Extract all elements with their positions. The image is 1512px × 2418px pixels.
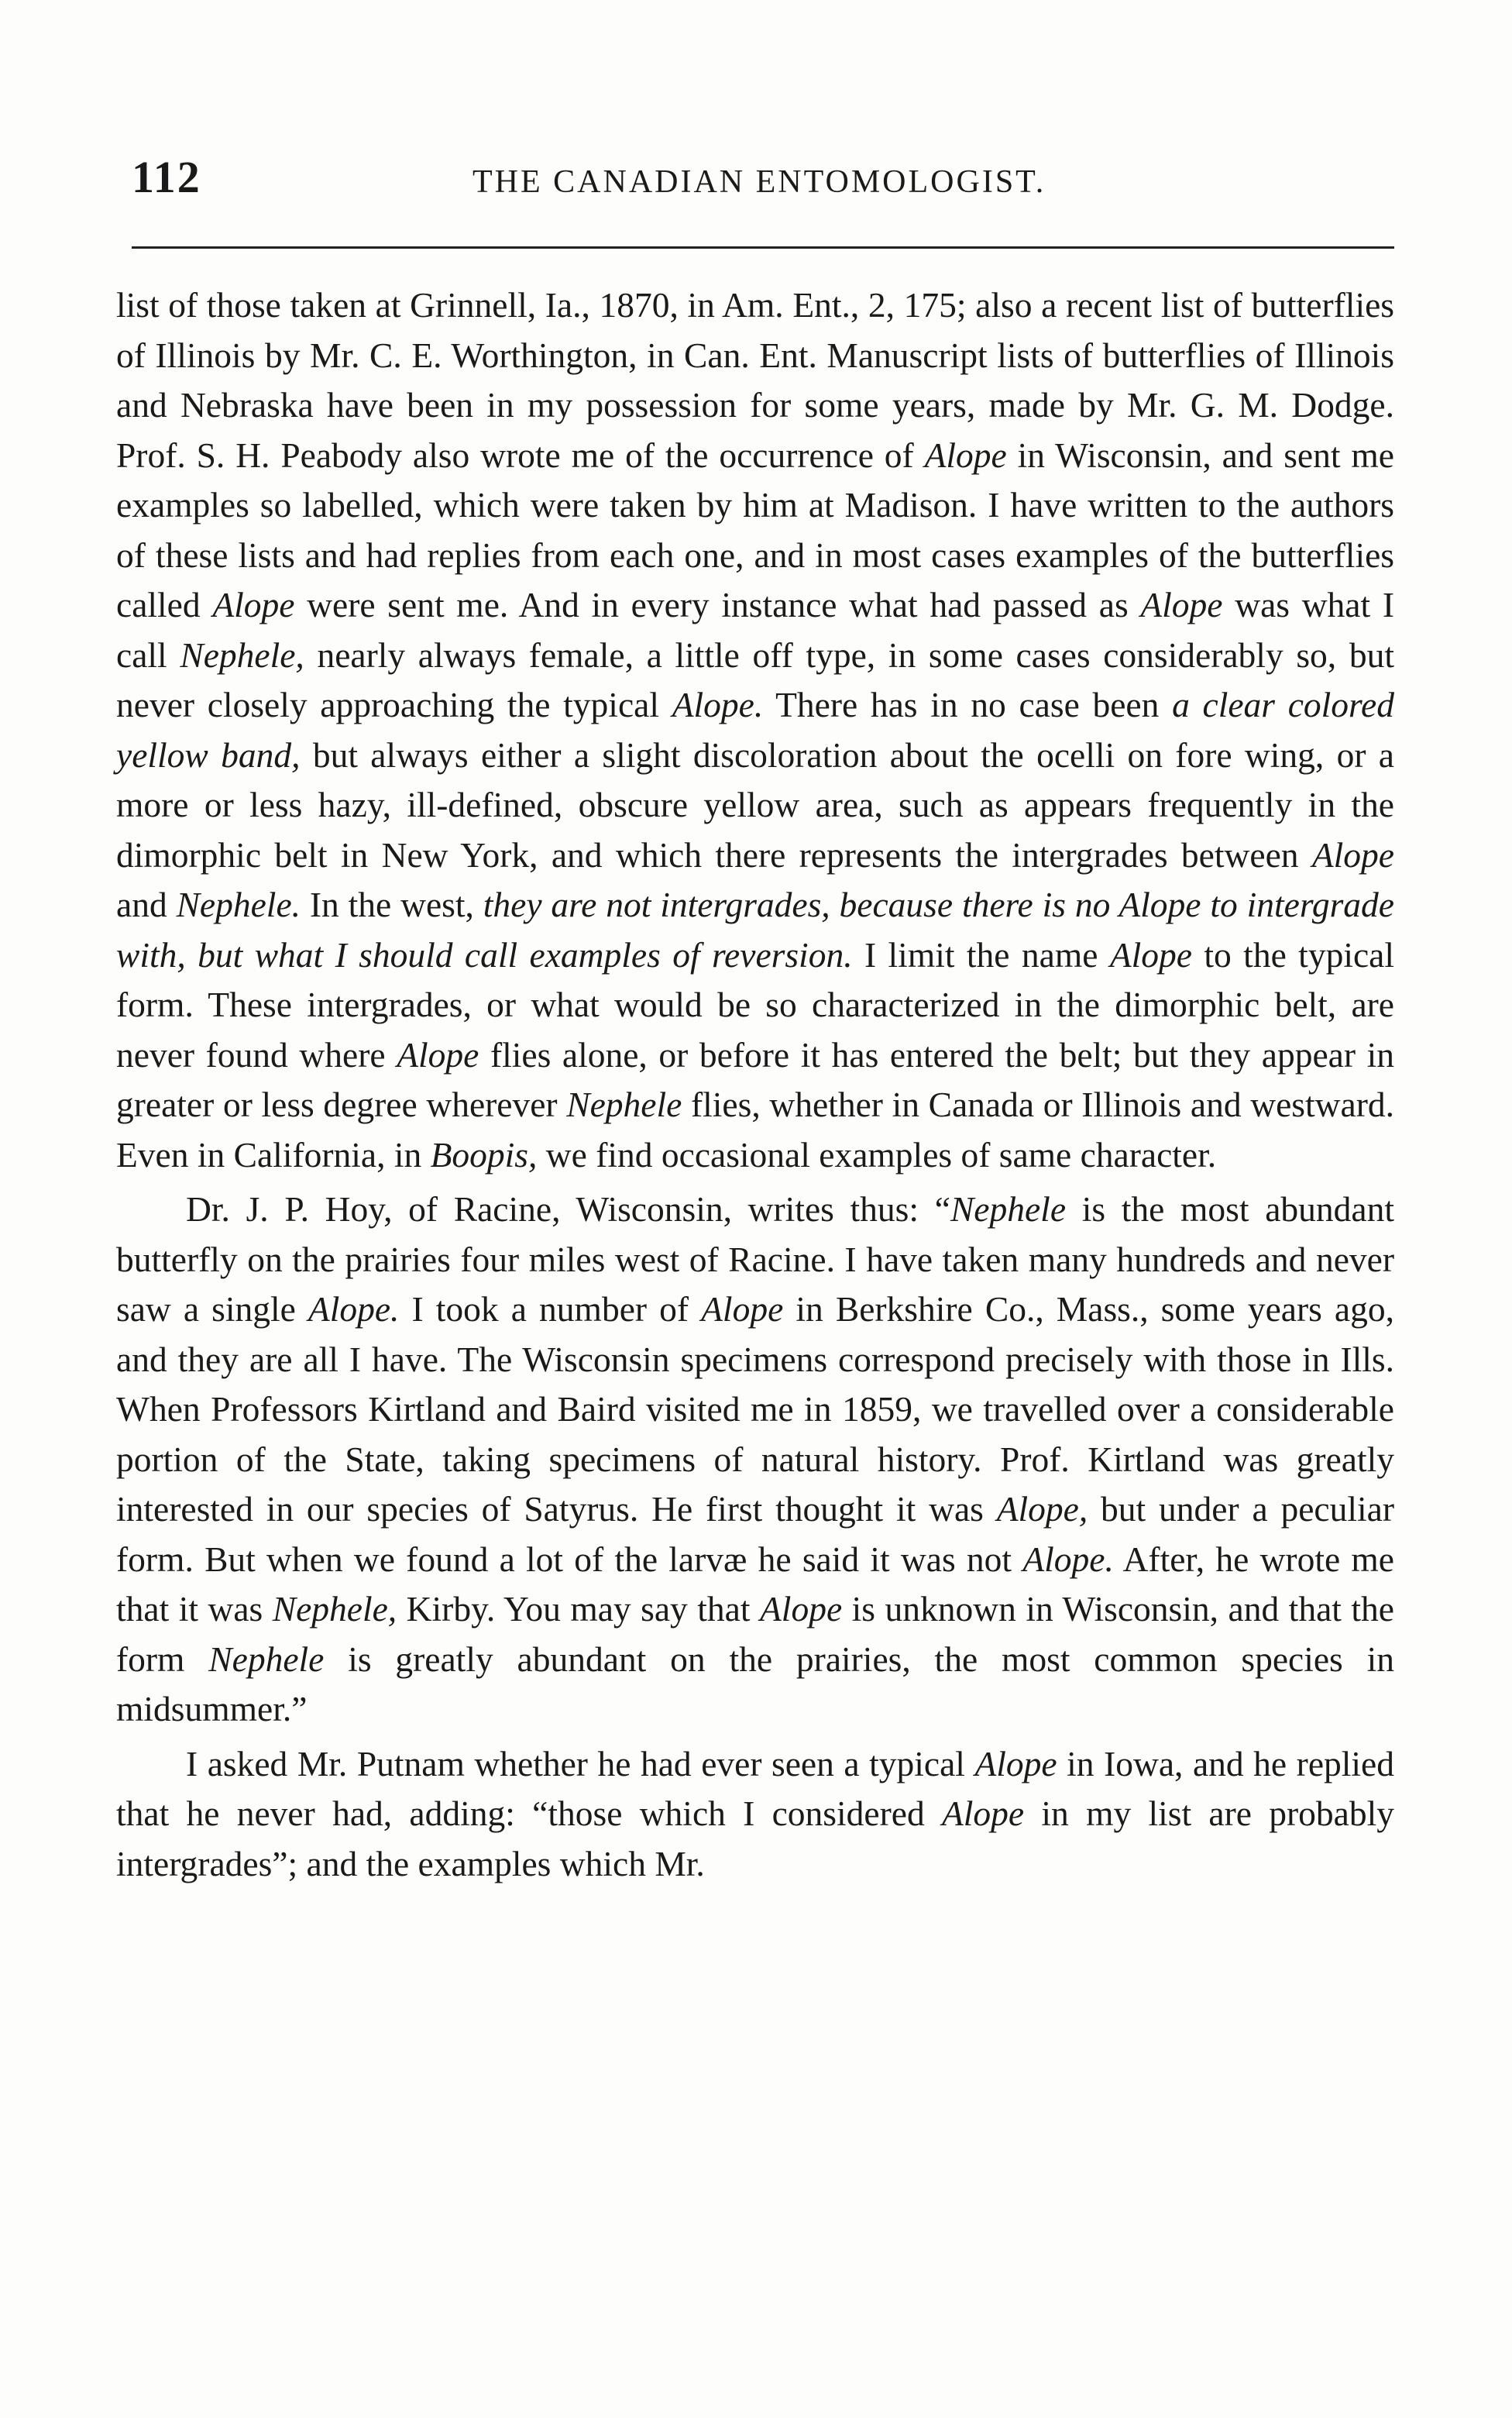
text-run: were sent me. And in every instance what had passed as	[294, 585, 1141, 624]
italic-text: Alope	[1109, 934, 1192, 975]
italic-text: Nephele.	[176, 885, 301, 924]
text-run: nearly always female, a little off type, in some cases considerably so, but never closely approaching the typical	[116, 635, 1394, 724]
page-header	[116, 151, 1394, 213]
text-run: After, he wrote me that it was	[116, 1539, 1395, 1629]
text-run: in Berkshire Co., Mass., some years ago, and they are all I have. The Wisconsin specimens correspond precisely with those in Ills. When Professors Kirtland and Baird visited me in 1859, we travelled over a considerable portion of the State, taking specimens of natural history. Prof. Kirtland was greatly interested in our species of Satyrus. He first thought it was	[116, 1289, 1394, 1529]
italic-text: Alope	[1311, 834, 1394, 875]
text-run: I limit the name	[852, 934, 1110, 975]
text-run: in my list are probably intergrades”; and the examples which Mr.	[116, 1794, 1394, 1883]
text-run: flies alone, or before it has entered the belt; but they appear in greater or less degree wherever	[116, 1034, 1394, 1124]
italic-text: Alope	[974, 1743, 1057, 1783]
text-run: is the most abundant butterfly on the prairies four miles west of Racine. I have taken many hundreds and never saw a single	[116, 1189, 1395, 1329]
page-number: 112	[132, 152, 201, 202]
italic-text: Alope	[397, 1034, 479, 1075]
paragraph-2	[116, 1185, 1394, 1735]
text-run: is greatly abundant on the prairies, the most common species in midsummer.”	[116, 1639, 1394, 1728]
text-run: Dr. J. P. Hoy, of Racine, Wisconsin, writes thus: “	[186, 1189, 950, 1229]
text-run: I asked Mr. Putnam whether he had ever seen a typical	[186, 1743, 975, 1783]
italic-text: Nephele	[566, 1085, 682, 1124]
italic-text: Nephele	[208, 1639, 325, 1679]
text-run: in Wisconsin, and sent me examples so labelled, which were taken by him at Madison. I have written to the authors of these lists and had replies from each one, and in most cases examples of the butterflies called	[116, 435, 1394, 624]
text-run: In the west,	[301, 885, 483, 924]
text-run: was what I call	[116, 585, 1395, 675]
italic-text: a clear colored yellow band,	[116, 685, 1394, 775]
text-run: is unknown in Wisconsin, and that the form	[116, 1589, 1394, 1679]
italic-text: Alope.	[308, 1289, 400, 1329]
running-head: THE CANADIAN ENTOMOLOGIST.	[472, 164, 1046, 200]
italic-text: Alope.	[1022, 1539, 1114, 1579]
body-text	[116, 280, 1394, 1893]
text-run: but always either a slight discoloration about the ocelli on fore wing, or a more or less hazy, ill-defined, obscure yellow area, such as appears frequently in the dimorphic belt in New York, and which there represents the intergrades between	[116, 734, 1394, 875]
paragraph-1	[116, 280, 1394, 1180]
italic-text: Alope	[1140, 585, 1223, 624]
header-rule	[132, 246, 1394, 249]
italic-text: they are not intergrades, because there is no Alope to intergrade with, but what I should call examples of reversion.	[116, 885, 1395, 975]
italic-text: Alope,	[996, 1489, 1088, 1529]
italic-text: Alope	[212, 585, 295, 624]
text-run: in Iowa, and he replied that he never had, adding: “those which I considered	[116, 1743, 1394, 1833]
italic-text: Alope	[941, 1794, 1025, 1833]
italic-text: Nephele,	[180, 635, 304, 675]
text-run: but under a peculiar form. But when we found a lot of the larvæ he said it was not	[116, 1489, 1394, 1579]
italic-text: Nephele,	[272, 1589, 397, 1629]
italic-text: Boopis,	[430, 1134, 538, 1175]
text-run: we find occasional examples of same character.	[537, 1134, 1217, 1175]
text-run: I took a number of	[399, 1289, 702, 1329]
text-run: Kirby. You may say that	[397, 1589, 761, 1629]
text-run: There has in no case been	[763, 685, 1173, 724]
italic-text: Nephele	[950, 1189, 1067, 1229]
text-run: to the typical form. These intergrades, or what would be so characterized in the dimorphic belt, are never found where	[116, 934, 1394, 1075]
text-run: flies, whether in Canada or Illinois and westward. Even in California, in	[116, 1085, 1394, 1175]
text-run: and	[116, 885, 177, 924]
italic-text: Alope.	[672, 685, 764, 724]
italic-text: Alope	[924, 435, 1007, 475]
text-run: list of those taken at Grinnell, Ia., 1870, in Am. Ent., 2, 175; also a recent list of butterflies of Illinois by Mr. C. E. Worthington, in Can. Ent. Manuscript lists of butterflies of Illinois and Nebraska have been in my possession for some years, made by Mr. G. M. Dodge. Prof. S. H. Peabody also wrote me of the occurrence of	[116, 285, 1394, 475]
italic-text: Alope	[760, 1589, 843, 1629]
italic-text: Alope	[701, 1289, 784, 1329]
paragraph-3	[116, 1739, 1394, 1890]
